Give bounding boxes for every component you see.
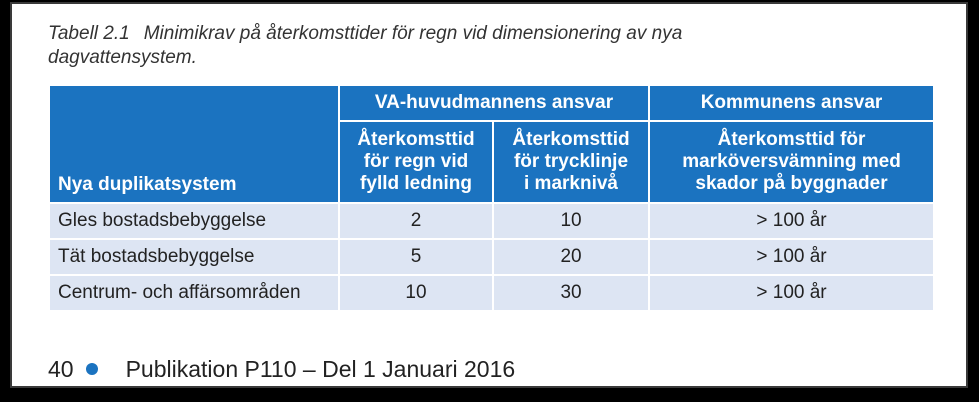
subheader-line: Återkomsttid [512,129,630,150]
table-row [49,203,934,239]
subheader-line: fylld ledning [360,173,472,194]
row-name: Tät bostadsbebyggelse [49,239,339,275]
row-name: Gles bostadsbebyggelse [49,203,339,239]
group-header-va: VA-huvudmannens ansvar [339,85,649,121]
subheader-line: i marknivå [524,173,618,194]
subheader-markoversvamning [649,121,934,203]
cell-value: 5 [339,239,493,275]
subheader-line: Återkomsttid för [717,129,866,150]
cell-value: > 100 år [649,239,934,275]
subheader-fylld-ledning [339,121,493,203]
publication-info: Publikation P110 – Del 1 Januari 2016 [125,356,516,382]
subheader-line: för regn vid [363,151,469,172]
subheader-trycklinje [493,121,649,203]
cell-value: 2 [339,203,493,239]
cell-value: 10 [493,203,649,239]
subheader-line: marköversvämning med [682,151,901,172]
table-row [49,239,934,275]
subheader-line: skador på byggnader [695,173,888,194]
requirements-table [48,84,935,312]
row-name: Centrum- och affärsområden [49,275,339,311]
bullet-dot-icon [86,363,98,375]
group-header-kommun: Kommunens ansvar [649,85,934,121]
caption-text: Minimikrav på återkomsttider för regn vid dimensionering av nya dagvattensystem. [48,23,683,68]
cell-value: 20 [493,239,649,275]
document-page [10,2,968,388]
page-number: 40 [48,356,74,382]
cell-value: 30 [493,275,649,311]
table-caption [48,22,768,70]
cell-value: 10 [339,275,493,311]
page-footer [48,356,515,383]
cell-value: > 100 år [649,275,934,311]
caption-label: Tabell 2.1 [48,23,130,44]
table-row [49,275,934,311]
subheader-line: för trycklinje [513,151,629,172]
row-header: Nya duplikatsystem [49,85,339,203]
cell-value: > 100 år [649,203,934,239]
subheader-line: Återkomsttid [357,129,475,150]
